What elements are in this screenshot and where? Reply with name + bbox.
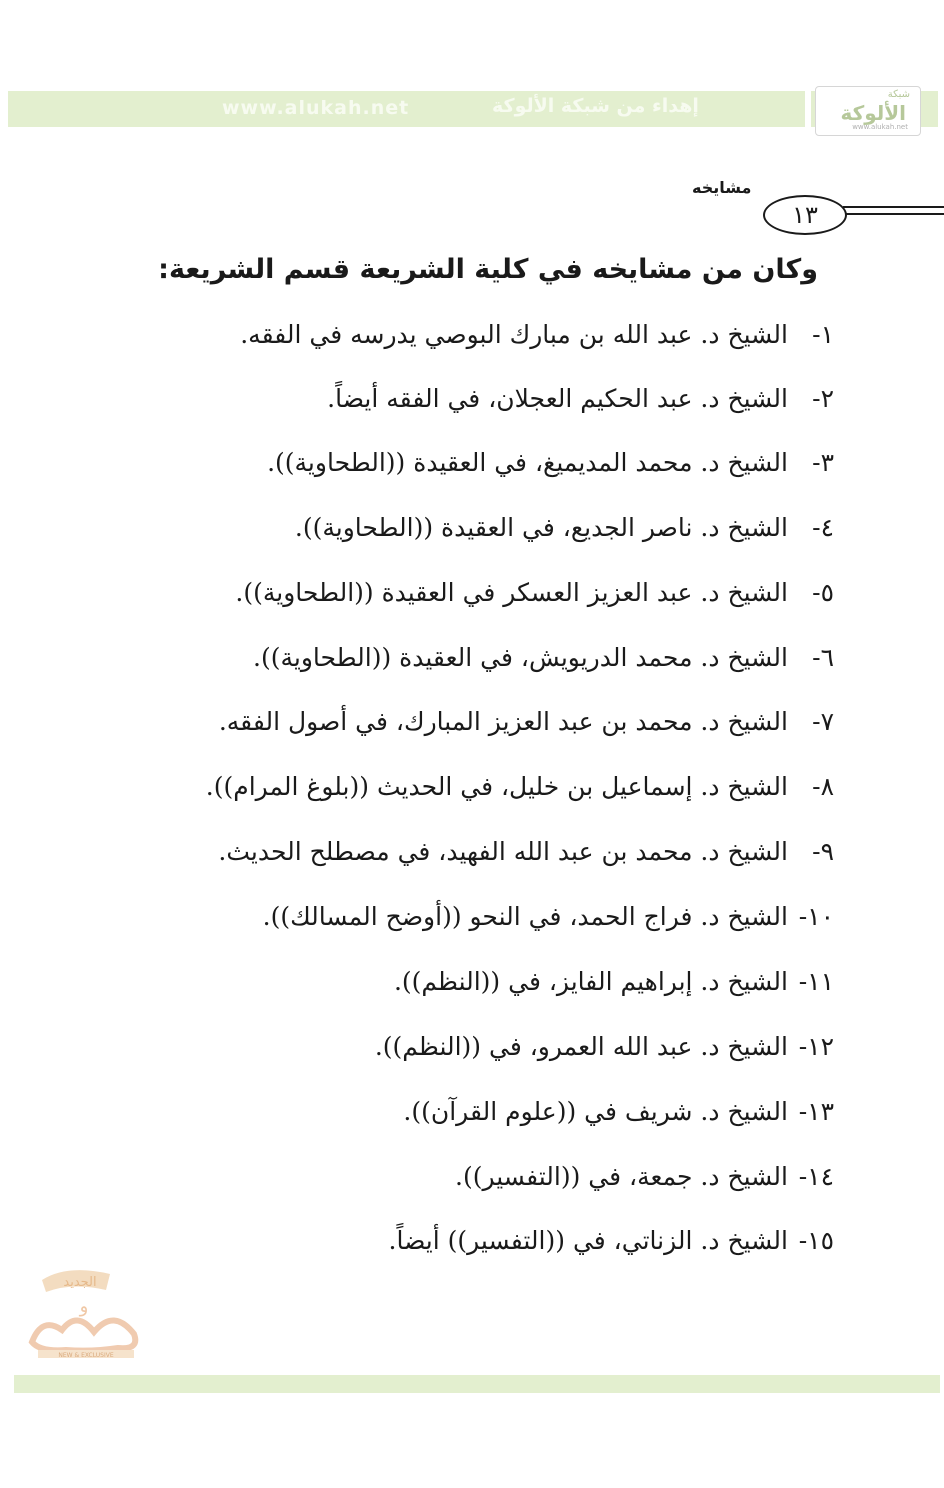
list-item <box>455 1162 834 1191</box>
list-item <box>295 513 834 542</box>
new-exclusive-ornament <box>22 1260 148 1360</box>
list-item <box>394 967 834 996</box>
item-text: الشيخ د. عبد الحكيم العجلان، في الفقه أيضاً. <box>327 384 788 413</box>
list-item <box>218 837 834 866</box>
list-item <box>240 320 834 349</box>
ornament-calligraphy <box>32 1320 135 1350</box>
item-number: ٩- <box>812 837 834 866</box>
item-number: ١٢- <box>798 1032 834 1061</box>
page-number-rule <box>843 213 944 215</box>
item-number: ٣- <box>812 448 834 477</box>
logo-url-text: www.alukah.net <box>852 123 908 131</box>
header-gift-text: إهداء من شبكة الألوكة <box>492 95 699 117</box>
item-text: الشيخ د. عبد الله بن مبارك البوصي يدرسه في الفقه. <box>240 320 788 349</box>
list-item <box>219 707 834 736</box>
page-heading: وكان من مشايخه في كلية الشريعة قسم الشريعة: <box>158 254 818 285</box>
list-item <box>235 578 834 607</box>
item-text: الشيخ د. جمعة، في ((التفسير)). <box>455 1162 788 1191</box>
list-item <box>263 902 834 931</box>
item-number: ٥- <box>812 578 834 607</box>
list-item <box>403 1097 834 1126</box>
section-label: مشايخه <box>692 178 752 197</box>
item-number: ٨- <box>812 772 834 801</box>
footer-band <box>14 1375 940 1393</box>
item-number: ١٠- <box>798 902 834 931</box>
item-text: الشيخ د. محمد بن عبد الله الفهيد، في مصطلح الحديث. <box>218 837 788 866</box>
header-separator <box>805 91 811 127</box>
item-text: الشيخ د. الزناتي، في ((التفسير)) أيضاً. <box>388 1226 788 1255</box>
header-url: www.alukah.net <box>222 97 410 119</box>
item-number: ١٤- <box>798 1162 834 1191</box>
list-item <box>327 384 834 413</box>
list-item <box>267 448 834 477</box>
alukah-logo <box>815 86 921 136</box>
item-text: الشيخ د. محمد بن عبد العزيز المبارك، في أصول الفقه. <box>218 707 788 736</box>
list-item <box>206 772 834 801</box>
list-item <box>389 1226 835 1255</box>
item-number: ٤- <box>812 513 834 542</box>
logo-big-text: الألوكة <box>840 101 906 125</box>
logo-small-text: شبكة <box>887 89 910 100</box>
item-number: ٦- <box>812 643 834 672</box>
item-text: الشيخ د. محمد الدريويش، في العقيدة ((الطحاوية)). <box>253 643 788 672</box>
page-number: ١٣ <box>763 195 847 235</box>
list-item <box>253 643 834 672</box>
header-band <box>8 91 938 127</box>
page-number-rule <box>843 206 944 208</box>
item-text: الشيخ د. إسماعيل بن خليل، في الحديث ((بلوغ المرام)). <box>205 772 788 801</box>
ornament-middle-text: و <box>79 1296 89 1317</box>
list-item <box>375 1032 834 1061</box>
item-text: الشيخ د. إبراهيم الفايز، في ((النظم)). <box>393 967 788 996</box>
item-text: الشيخ د. محمد المديميغ، في العقيدة ((الطحاوية)). <box>267 448 788 477</box>
ornament-bottom-text: NEW & EXCLUSIVE <box>58 1352 114 1359</box>
item-text: الشيخ د. شريف في ((علوم القرآن)). <box>403 1097 788 1126</box>
item-text: الشيخ د. ناصر الجديع، في العقيدة ((الطحاوية)). <box>294 513 788 542</box>
item-text: الشيخ د. عبد الله العمرو، في ((النظم)). <box>374 1032 788 1061</box>
item-number: ٧- <box>812 707 834 736</box>
ornament-top-text: الجديد <box>63 1275 97 1290</box>
item-number: ١٣- <box>798 1097 834 1126</box>
item-number: ١١- <box>798 967 834 996</box>
item-number: ٢- <box>812 384 834 413</box>
item-text: الشيخ د. فراج الحمد، في النحو ((أوضح المسالك)). <box>262 902 788 931</box>
item-number: ١٥- <box>798 1226 834 1255</box>
item-text: الشيخ د. عبد العزيز العسكر في العقيدة ((الطحاوية)). <box>235 578 788 607</box>
item-number: ١- <box>812 320 834 349</box>
